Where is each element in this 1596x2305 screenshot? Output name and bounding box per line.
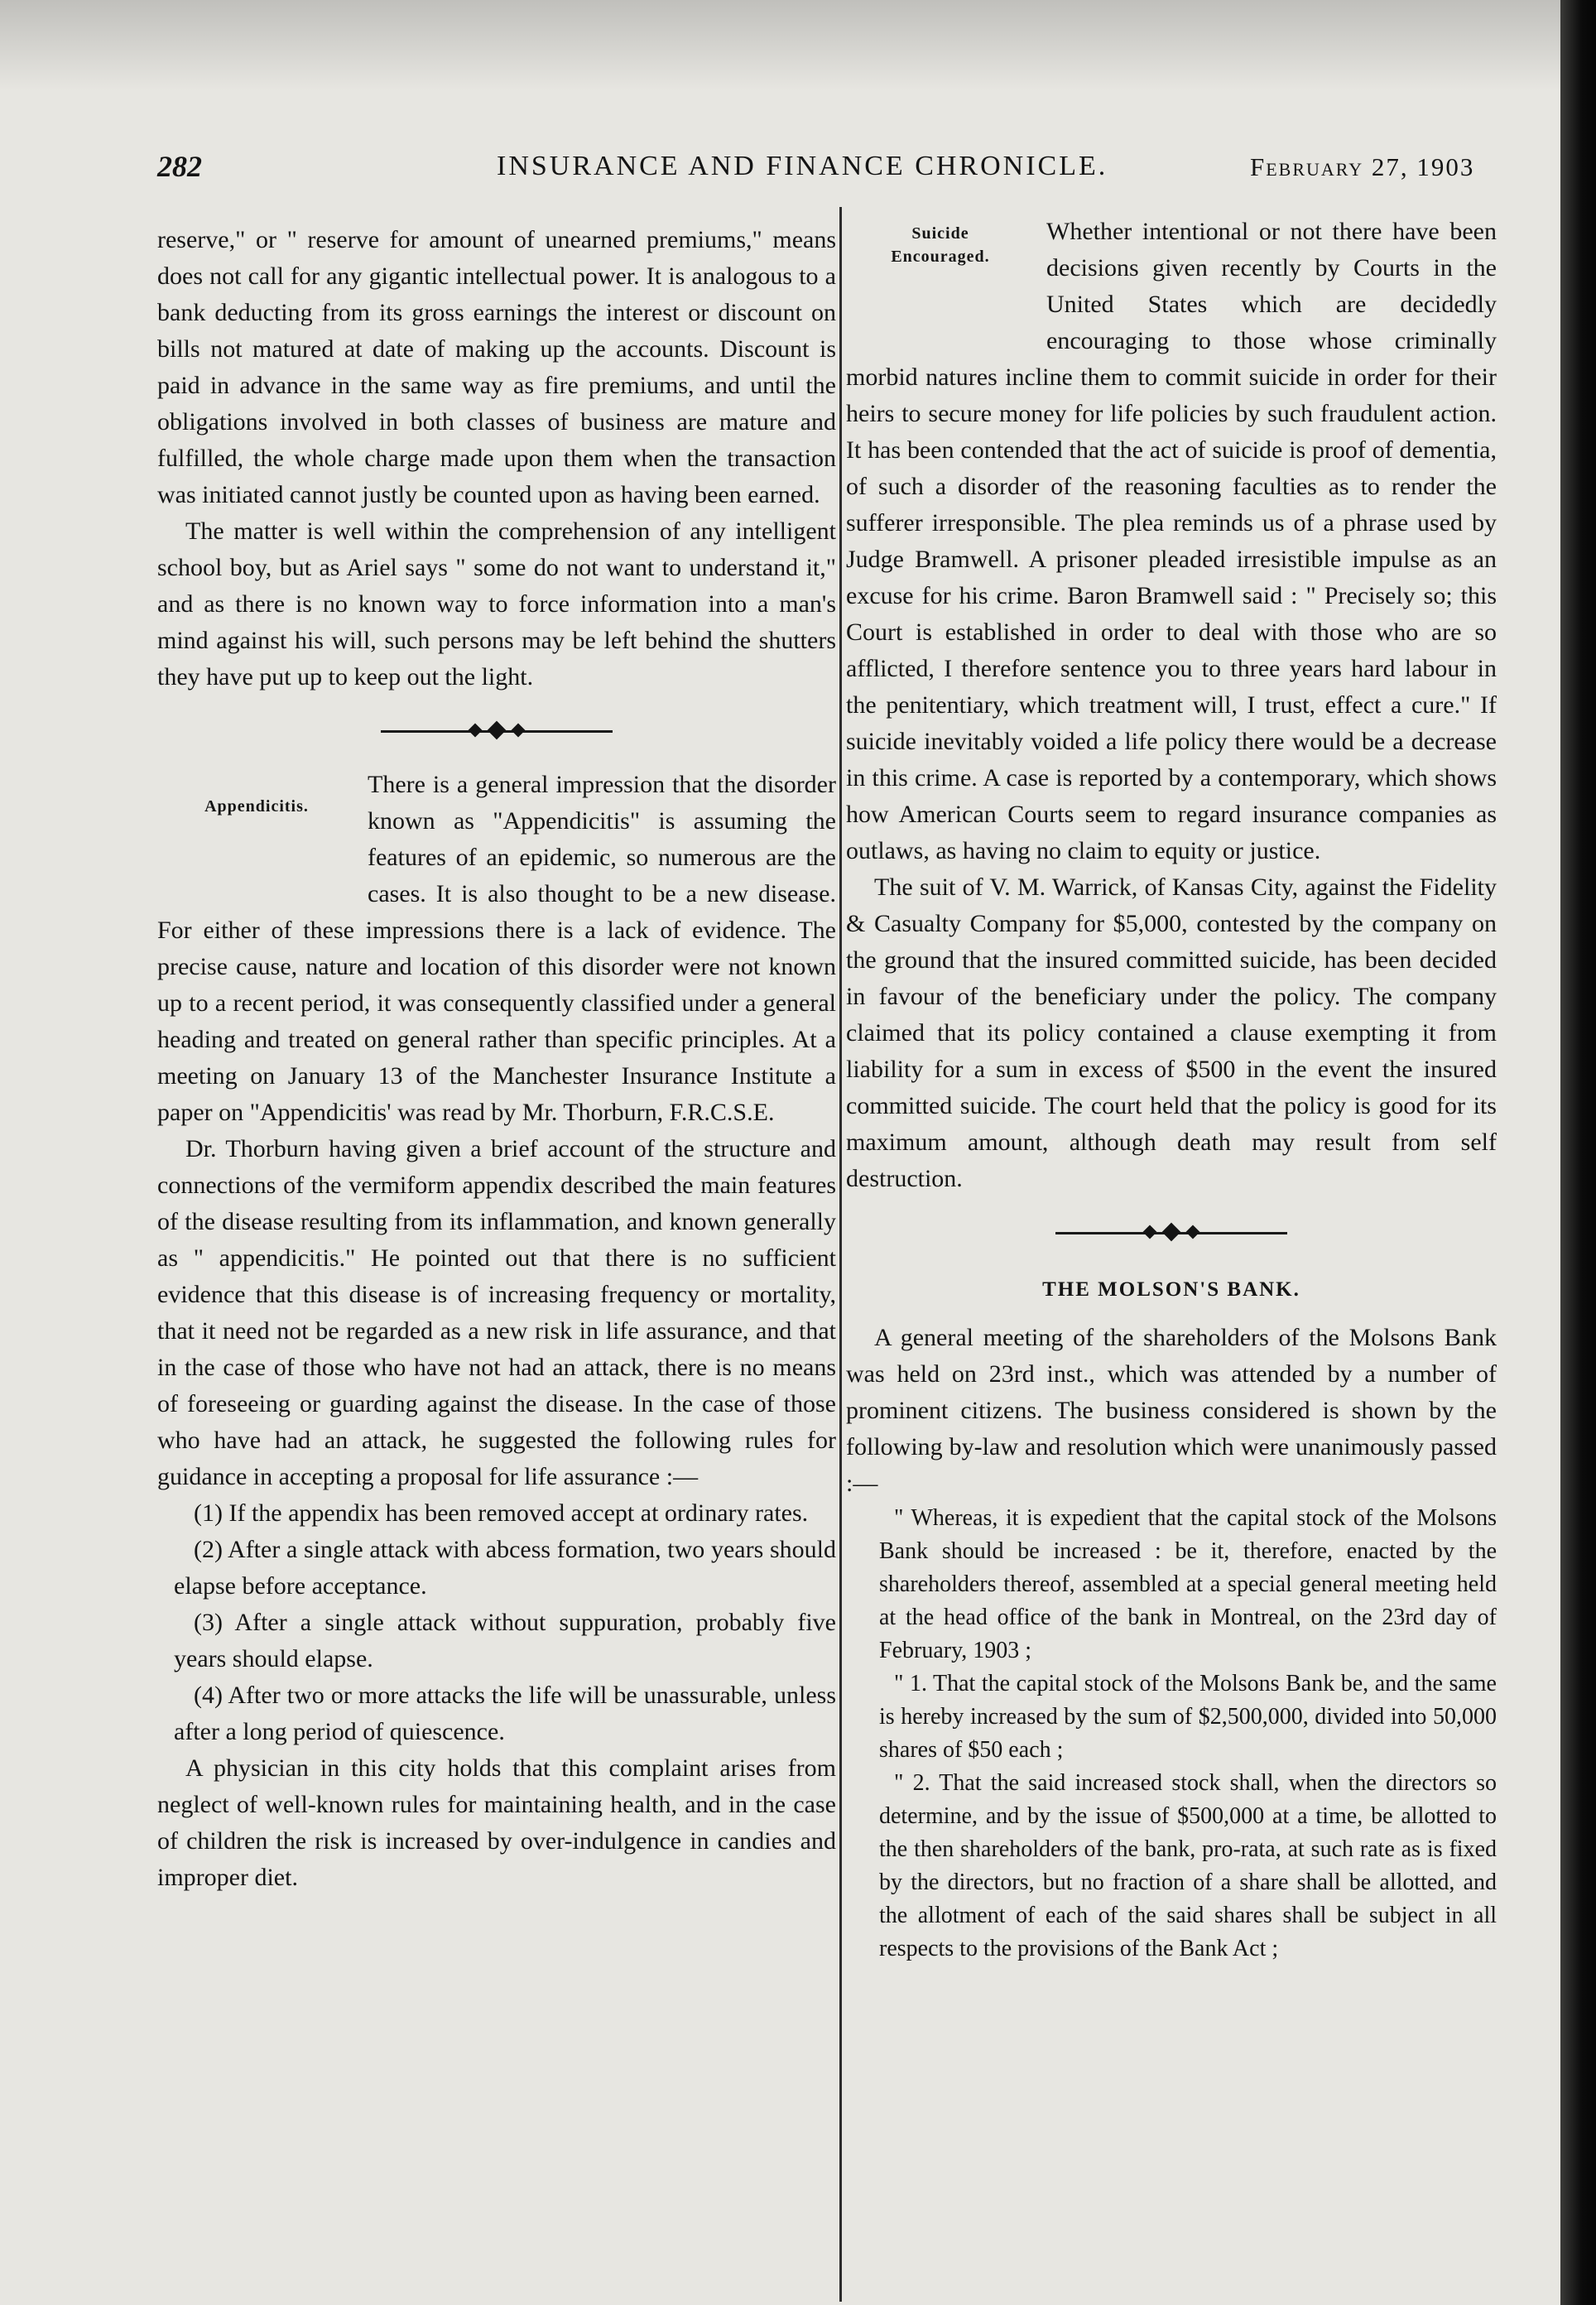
rule-item: (3) After a single attack without suppuration, probably five years should elapse. bbox=[174, 1609, 836, 1672]
school-boy-paragraph: The matter is well within the comprehension of any intelligent school boy, but as Ariel says " some do not want to understand it," and as there is no known way to force information into a man's mind against his will, such persons may be left behind the shutters they have put up to keep out the light. bbox=[157, 517, 836, 691]
issue-date: February 27, 1903 bbox=[1250, 152, 1475, 181]
appendicitis-paragraph-1: There is a general impression that the disorder known as "Appendicitis" is assuming the features of an epidemic, so numerous are the cases. It is also thought to be a new disease. For either of these impressions there is a lack of evidence. The precise cause, nature and location of this disorder were not known up to a recent period, it was consequently classified under a general heading and treated on general rather than specific principles. At a meeting on January 13 of the Manchester Insurance Institute a paper on "Appendicitis' was read by Mr. Thorburn, F.R.C.S.E. bbox=[157, 771, 836, 1126]
appendicitis-side-heading: Appendicitis. bbox=[204, 797, 309, 816]
molsons-heading: THE MOLSON'S BANK. bbox=[1042, 1278, 1300, 1301]
rule-item: (2) After a single attack with abcess formation, two years should elapse before acceptance. bbox=[174, 1536, 836, 1600]
page-number: 282 bbox=[157, 150, 202, 183]
physician-paragraph: A physician in this city holds that this complaint arises from neglect of well-known rules for maintaining health, and in the case of children the risk is increased by over-indulgence in candies and improper diet. bbox=[157, 1754, 836, 1891]
left-column bbox=[157, 222, 836, 1896]
molsons-paragraph: A general meeting of the shareholders of the Molsons Bank was held on 23rd inst., which was attended by a number of prominent citizens. The business considered is shown by the following by-law and resolution which were unanimously passed :— bbox=[846, 1324, 1497, 1497]
publication-title: INSURANCE AND FINANCE CHRONICLE. bbox=[497, 151, 1108, 181]
column-divider bbox=[839, 207, 842, 2302]
binding-edge bbox=[1560, 0, 1596, 2305]
section-ornament bbox=[846, 1202, 1497, 1263]
suicide-side-heading bbox=[846, 214, 1035, 338]
suicide-paragraph-1: Whether intentional or not there have been decisions given recently by Courts in the United States which are decidedly encouraging to those whose criminally morbid natures incline them to commit suicide in order for their heirs to secure money for life policies by such fraudulent action. It has been contended that the act of suicide is proof of dementia, of such a disorder of the reasoning faculties as to render the sufferer irresponsible. The plea reminds us of a phrase used by Judge Bramwell. A prisoner pleaded irresistible impulse as an excuse for his crime. Baron Bramwell said : " Precisely so; this Court is established in order to deal with those who are so afflicted, I therefore sentence you to three years hard labour in the penitentiary, which treatment will, I trust, effect a cure." If suicide inevitably voided a life policy there would be a decrease in this crime. A case is reported by a contemporary, which shows how American Courts seem to regard insurance companies as outlaws, as having no claim to equity or justice. bbox=[846, 218, 1497, 864]
page-shadow bbox=[0, 0, 1573, 91]
whereas-clause: " Whereas, it is expedient that the capital stock of the Molsons Bank should be increased : be it, therefore, enacted by the shareholders thereof, assembled at a special general meeting held at the head office of the bank in Montreal, on the 23rd day of February, 1903 ; bbox=[879, 1505, 1497, 1663]
bylaw-item-2: " 2. That the said increased stock shall, when the directors so determine, and by the issue of $500,000 at a time, be allotted to the then shareholders of the bank, pro-rata, at such rate as is fixed by the directors, but no fraction of a share shall be allotted, and the allotment of each of the said shares shall be subject in all respects to the provisions of the Bank Act ; bbox=[879, 1770, 1497, 1961]
suicide-heading-line-1: Suicide bbox=[911, 224, 969, 243]
rule-item: (1) If the appendix has been removed accept at ordinary rates. bbox=[194, 1499, 809, 1527]
warrick-paragraph: The suit of V. M. Warrick, of Kansas City, against the Fidelity & Casualty Company for $5,000, contested by the company on the ground that the insured committed suicide, has been decided in favour of the beneficiary under the policy. The company claimed that its policy contained a clause exempting it from liability for a sum in excess of $500 in the event the insured committed suicide. The court held that the policy is good for its maximum amount, although death may result from self destruction. bbox=[846, 873, 1497, 1192]
reserve-paragraph: reserve," or " reserve for amount of unearned premiums," means does not call for any gigantic intellectual power. It is analogous to a bank deducting from its gross earnings the interest or discount on bills not matured at date of making up the accounts. Discount is paid in advance in the same way as fire premiums, and until the obligations involved in both classes of business are mature and fulfilled, the whole charge made upon them when the transaction was initiated cannot justly be counted upon as having been earned. bbox=[157, 226, 836, 508]
bylaw-item-1: " 1. That the capital stock of the Molsons Bank be, and the same is hereby increased by the sum of $2,500,000, divided into 50,000 shares of $50 each ; bbox=[879, 1671, 1497, 1763]
section-ornament bbox=[157, 700, 836, 762]
rule-item: (4) After two or more attacks the life will be unassurable, unless after a long period of quiescence. bbox=[174, 1682, 836, 1745]
suicide-heading-line-2: Encouraged. bbox=[891, 248, 990, 266]
page-header bbox=[157, 149, 1498, 190]
bylaw-quote bbox=[846, 1502, 1497, 1966]
appendicitis-paragraph-2: Dr. Thorburn having given a brief account of the structure and connections of the vermiform appendix described the main features of the disease resulting from its inflammation, and known generally as " appendicitis." He pointed out that there is no sufficient evidence that this disease is of increasing frequency or mortality, that it need not be regarded as a new risk in life assurance, and that in the case of those who have not had an attack, there is no means of foreseeing or guarding against the disease. In the case of those who have had an attack, he suggested the following rules for guidance in accepting a proposal for life assurance :— bbox=[157, 1135, 836, 1490]
right-column bbox=[846, 214, 1497, 1966]
